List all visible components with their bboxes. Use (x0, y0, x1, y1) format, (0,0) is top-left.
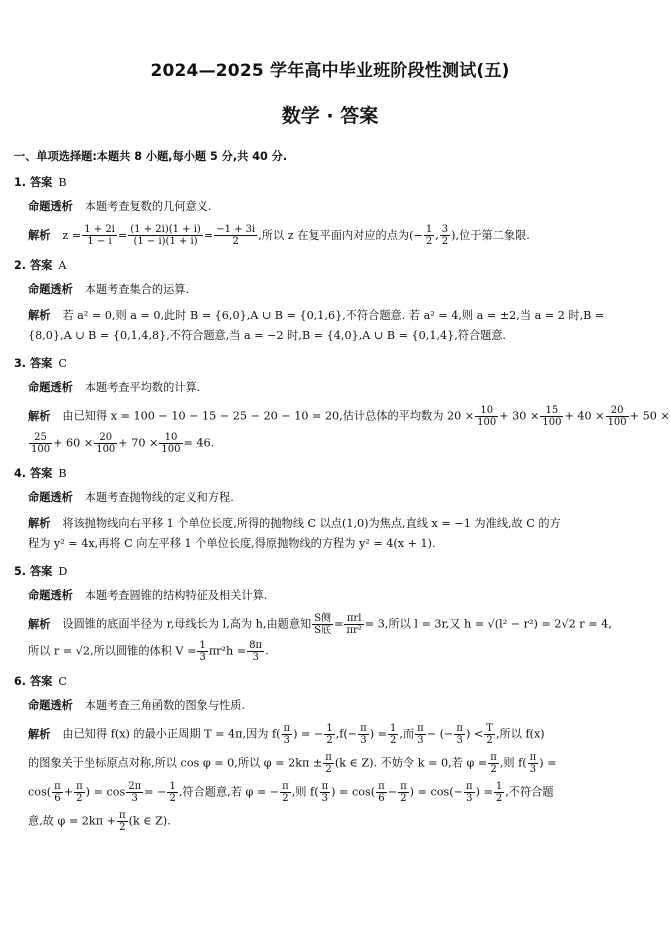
math-text: = (117, 228, 128, 242)
math-text: z = (62, 228, 82, 242)
numerator: πrl (344, 613, 363, 625)
solution-text: 将该抛物线向右平移 1 个单位长度,所得的抛物线 C 以点(1,0)为焦点,直线 x = −1 为准线,故 C 的方 (62, 517, 561, 530)
fraction (52, 781, 63, 804)
solution-continuation: 程为 y² = 4x,再将 C 向左平移 1 个单位长度,得原抛物线的方程为 y² = 4(x + 1). (28, 537, 436, 550)
fraction (494, 781, 504, 804)
math-text: cos( (28, 785, 52, 799)
analysis-line (14, 281, 634, 299)
numerator: 1 (199, 640, 206, 651)
question-number: 3. (14, 357, 27, 370)
question-2-header (14, 257, 634, 273)
math-text: = 46. (183, 436, 215, 450)
denominator: 2 (325, 764, 332, 775)
math-text: ) = − (293, 727, 324, 741)
denominator: 6 (54, 793, 61, 804)
fraction (247, 640, 264, 663)
fraction (388, 723, 398, 746)
math-text: ,则 f( (499, 756, 527, 770)
numerator: 20 (606, 405, 629, 417)
question-4 (14, 465, 634, 553)
solution-label: 解析 (28, 409, 51, 423)
math-text: ) = (539, 756, 557, 770)
math-text: ) = cos(− (409, 785, 463, 799)
question-3 (14, 355, 670, 455)
fraction (29, 432, 52, 455)
numerator: π (54, 781, 61, 792)
answer-label: 答案 (29, 565, 53, 578)
math-text: = (203, 228, 214, 242)
solution-text: 设圆锥的底面半径为 r,母线长为 l,高为 h,由题意知 (62, 617, 312, 631)
denominator: 3 (466, 793, 473, 804)
fraction (528, 752, 539, 775)
denominator: 2 (119, 822, 126, 833)
question-3-header (14, 355, 634, 371)
denominator: 2 (400, 793, 407, 804)
denominator: 2 (441, 236, 449, 247)
math-text: ,所以 z 在复平面内对应的点为 (258, 228, 410, 242)
denominator: 100 (31, 444, 51, 455)
analysis-text: 本题考查三角函数的图象与性质. (84, 699, 245, 712)
analysis-text: 本题考查集合的运算. (84, 283, 190, 296)
fraction (324, 723, 334, 746)
numerator: π (417, 723, 424, 734)
numerator: 1 (425, 224, 433, 235)
solution-continuation (14, 810, 634, 833)
denominator: 3 (252, 652, 259, 663)
fraction (454, 723, 465, 746)
question-number: 1. (14, 176, 27, 189)
math-text: ,所以 f(x) (495, 727, 545, 741)
solution-continuation (14, 781, 634, 804)
solution-continuation (14, 752, 634, 775)
fraction (159, 432, 182, 455)
answer-label: 答案 (29, 259, 53, 272)
fraction (358, 723, 369, 746)
fraction (464, 781, 475, 804)
solution-line (14, 723, 634, 746)
question-number: 2. (14, 259, 27, 272)
analysis-text: 本题考查圆锥的结构特征及相关计算. (84, 589, 268, 602)
numerator: 1 (169, 781, 176, 792)
answer-label: 答案 (29, 467, 53, 480)
fraction (475, 405, 498, 428)
numerator: π (321, 781, 329, 792)
math-text: − (− (426, 727, 454, 741)
question-5 (14, 563, 634, 663)
denominator: 2 (495, 793, 503, 804)
math-text: + 70 × (118, 436, 159, 450)
denominator: 3 (131, 793, 138, 804)
numerator: 3 (441, 224, 449, 235)
question-number: 4. (14, 467, 27, 480)
fraction (197, 640, 207, 663)
solution-label: 解析 (28, 517, 51, 530)
solution-line (14, 613, 634, 636)
math-text: (k ∈ Z). (128, 814, 171, 828)
fraction (540, 405, 563, 428)
question-5-header (14, 563, 634, 579)
analysis-text: 本题考查平均数的计算. (84, 381, 201, 394)
fraction (484, 723, 495, 746)
denominator: 6 (378, 793, 385, 804)
math-text: ) = cos( (331, 785, 376, 799)
denominator: 3 (283, 735, 290, 746)
answer-value: C (58, 357, 67, 370)
question-1 (14, 174, 634, 247)
numerator: 15 (540, 405, 563, 417)
numerator: (1 + 2i)(1 + i) (130, 224, 201, 235)
denominator: 100 (607, 417, 627, 428)
math-text: ,符合题意,若 φ = − (178, 785, 280, 799)
fraction (440, 224, 450, 247)
math-text: − (387, 785, 398, 799)
solution-text: 若 a² = 0,则 a = 0,此时 B = {6,0},A ∪ B = {0,1,6},不符合题意. 若 a² = 4,则 a = ±2,当 a = 2 时,B = (62, 309, 605, 322)
denominator: 2 (486, 735, 493, 746)
math-text: ) = (475, 785, 493, 799)
analysis-label: 命题透析 (28, 491, 73, 504)
fraction (344, 613, 363, 636)
math-text: ,f(− (335, 727, 358, 741)
solution-math (62, 224, 530, 247)
answer-value: D (58, 565, 68, 578)
numerator: π (378, 781, 385, 792)
denominator: 2 (232, 236, 239, 247)
math-text: 意,故 φ = 2kπ + (28, 814, 116, 828)
denominator: 3 (360, 735, 367, 746)
math-text: + (63, 785, 74, 799)
math-text: 由已知得 f(x) 的最小正周期 T = 4π,因为 f( (62, 727, 281, 741)
denominator: (1 − i)(1 + i) (133, 236, 198, 247)
numerator: 10 (159, 432, 182, 444)
answer-label: 答案 (29, 675, 53, 688)
denominator: 2 (326, 735, 333, 746)
math-text: + 30 × (499, 409, 540, 423)
numerator: −1 + 3i (216, 224, 256, 235)
question-6 (14, 673, 634, 833)
fraction (606, 405, 629, 428)
numerator: 1 (326, 723, 333, 734)
answer-label: 答案 (29, 357, 53, 370)
fraction (128, 224, 203, 247)
answer-value: B (58, 176, 67, 189)
math-text: + 40 × (564, 409, 605, 423)
numerator: T (486, 723, 493, 734)
denominator: 2 (390, 735, 397, 746)
math-text: 所以 r = √2,所以圆锥的体积 V = (28, 644, 197, 658)
numerator: 1 (495, 781, 503, 792)
math-text: = (334, 617, 344, 631)
numerator: π (360, 723, 367, 734)
solution-continuation (14, 640, 634, 663)
fraction (323, 752, 334, 775)
numerator: 20 (94, 432, 117, 444)
math-text: + 50 × (629, 409, 670, 423)
denominator: 3 (417, 735, 424, 746)
question-4-header (14, 465, 634, 481)
denominator: 2 (490, 764, 497, 775)
denominator: 2 (169, 793, 176, 804)
numerator: π (456, 723, 463, 734)
math-text: ) (451, 228, 456, 242)
fraction (214, 224, 257, 247)
math-text: ,位于第二象限. (455, 228, 530, 242)
analysis-label: 命题透析 (28, 699, 73, 712)
numerator: π (325, 752, 332, 763)
question-1-header (14, 174, 634, 190)
fraction (376, 781, 387, 804)
answer-label: 答案 (29, 176, 53, 189)
numerator: π (529, 752, 537, 763)
analysis-text: 本题考查复数的几何意义. (84, 200, 212, 213)
denominator: 3 (529, 764, 537, 775)
numerator: 8π (249, 640, 263, 651)
fraction (94, 432, 117, 455)
answer-value: A (58, 259, 67, 272)
math-text: (k ∈ Z). 不妨令 k = 0,若 φ = (334, 756, 488, 770)
analysis-line (14, 198, 634, 216)
solution-line (14, 224, 634, 247)
math-text: , (435, 228, 439, 242)
solution-label: 解析 (28, 309, 51, 322)
analysis-label: 命题透析 (28, 200, 73, 213)
solution-label: 解析 (28, 617, 51, 631)
analysis-line (14, 697, 634, 715)
math-text: (− (409, 228, 423, 242)
solution-line (14, 307, 634, 325)
denominator: 3 (456, 735, 463, 746)
analysis-label: 命题透析 (28, 283, 73, 296)
fraction (312, 613, 333, 636)
denominator: 3 (321, 793, 329, 804)
analysis-line (14, 587, 634, 605)
numerator: 1 (390, 723, 397, 734)
page-title: 2024—2025 学年高中毕业班阶段性测试(五) (150, 61, 510, 81)
math-text: = − (144, 785, 167, 799)
solution-continuation: {8,0},A ∪ B = {0,1,4,8},不符合题意,当 a = −2 时,B = {4,0},A ∪ B = {0,1,4},符合题意. (28, 329, 507, 342)
numerator: π (282, 781, 289, 792)
denominator: πr² (346, 625, 362, 636)
numerator: S侧 (314, 613, 332, 624)
math-text: + 60 × (53, 436, 94, 450)
numerator: π (76, 781, 83, 792)
solution-line (14, 405, 670, 428)
numerator: π (465, 781, 473, 792)
fraction (280, 781, 291, 804)
numerator: π (400, 781, 407, 792)
denominator: 100 (161, 444, 181, 455)
section-heading: 一、单项选择题:本题共 8 小题,每小题 5 分,共 40 分. (14, 150, 288, 163)
analysis-text: 本题考查抛物线的定义和方程. (84, 491, 234, 504)
math-text: ,不符合题 (505, 785, 554, 799)
numerator: π (283, 723, 291, 734)
question-2 (14, 257, 634, 345)
math-text: ) = (369, 727, 388, 741)
denominator: 2 (282, 793, 289, 804)
solution-continuation (14, 432, 634, 455)
question-6-header (14, 673, 634, 689)
denominator: 100 (477, 417, 497, 428)
math-text: 的图象关于坐标原点对称,所以 cos φ = 0,所以 φ = 2kπ ± (28, 756, 323, 770)
fraction (82, 224, 117, 247)
math-text: = 3,所以 l = 3r,又 h = √(l² − r²) = 2√2 r = 4, (364, 617, 612, 631)
fraction (320, 781, 331, 804)
fraction (424, 224, 434, 247)
numerator: 10 (475, 405, 498, 417)
denominator: 1 − i (87, 236, 112, 247)
numerator: 2π (128, 781, 142, 792)
solution-label: 解析 (28, 228, 51, 242)
fraction (74, 781, 85, 804)
answer-content (14, 148, 670, 841)
math-text: πr²h = (208, 644, 247, 658)
denominator: 2 (425, 236, 433, 247)
analysis-label: 命题透析 (28, 589, 73, 602)
denominator: S底 (314, 625, 332, 636)
numerator: 25 (29, 432, 52, 444)
math-text: ) < (465, 727, 484, 741)
math-text: ,则 f( (291, 785, 319, 799)
math-text: . (265, 644, 269, 658)
answer-value: C (58, 675, 67, 688)
answer-value: B (58, 467, 67, 480)
analysis-label: 命题透析 (28, 381, 73, 394)
math-text: ) = cos (85, 785, 126, 799)
analysis-line (14, 489, 634, 507)
question-number: 6. (14, 675, 27, 688)
fraction (415, 723, 426, 746)
denominator: 100 (96, 444, 116, 455)
denominator: 3 (199, 652, 206, 663)
numerator: π (490, 752, 497, 763)
solution-line (14, 515, 634, 533)
fraction (488, 752, 499, 775)
analysis-line (14, 379, 634, 397)
math-text: ,而 (399, 727, 415, 741)
denominator: 100 (542, 417, 562, 428)
fraction (282, 723, 293, 746)
page-subtitle: 数学 · 答案 (281, 105, 379, 127)
fraction (126, 781, 143, 804)
solution-label: 解析 (28, 727, 51, 741)
numerator: 1 + 2i (84, 224, 115, 235)
numerator: π (119, 810, 126, 821)
fraction (167, 781, 177, 804)
fraction (117, 810, 128, 833)
denominator: 2 (76, 793, 83, 804)
solution-text: 由已知得 x = 100 − 10 − 15 − 25 − 20 − 10 = 20,估计总体的平均数为 20 × (62, 409, 475, 423)
question-number: 5. (14, 565, 27, 578)
fraction (398, 781, 409, 804)
